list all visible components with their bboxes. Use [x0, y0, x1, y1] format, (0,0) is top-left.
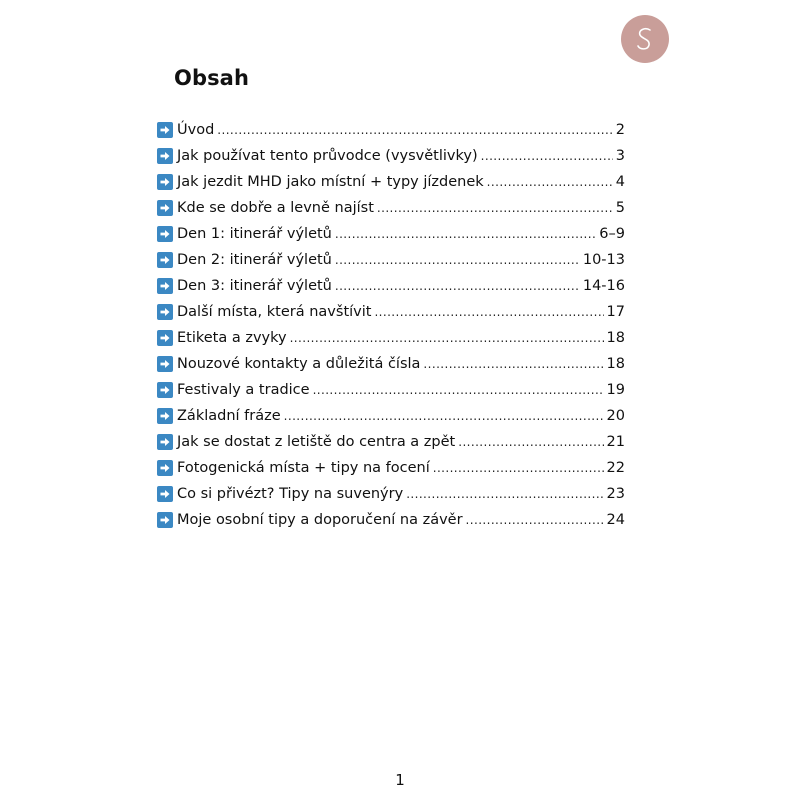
toc-entry-page: 24: [606, 512, 625, 528]
right-arrow-icon: [157, 408, 173, 424]
toc-entry[interactable]: [157, 247, 625, 273]
toc-entry[interactable]: [157, 143, 625, 169]
dot-leader: [217, 123, 612, 137]
toc-entry-page: 14-16: [582, 278, 625, 294]
dot-leader: [433, 461, 604, 475]
dot-leader: [335, 227, 596, 241]
table-of-contents: [157, 117, 625, 533]
dot-leader: [466, 513, 604, 527]
toc-entry-page: 23: [606, 486, 625, 502]
toc-entry-page: 19: [606, 382, 625, 398]
dot-leader: [313, 383, 604, 397]
toc-entry-label: Den 1: itinerář výletů: [177, 226, 332, 242]
dot-leader: [458, 435, 603, 449]
toc-entry[interactable]: [157, 455, 625, 481]
toc-entry-label: Základní fráze: [177, 408, 281, 424]
toc-entry-page: 10-13: [582, 252, 625, 268]
dot-leader: [377, 201, 613, 215]
right-arrow-icon: [157, 278, 173, 294]
toc-entry-page: 18: [606, 356, 625, 372]
toc-entry-label: Jak se dostat z letiště do centra a zpět: [177, 434, 456, 450]
toc-entry-label: Festivaly a tradice: [177, 382, 310, 398]
toc-entry-label: Moje osobní tipy a doporučení na závěr: [177, 512, 463, 528]
dot-leader: [481, 149, 613, 163]
toc-entry[interactable]: [157, 429, 625, 455]
right-arrow-icon: [157, 434, 173, 450]
right-arrow-icon: [157, 304, 173, 320]
page-title: Obsah: [174, 66, 250, 90]
script-s-logo: [621, 15, 669, 63]
right-arrow-icon: [157, 382, 173, 398]
toc-entry[interactable]: [157, 351, 625, 377]
dot-leader: [335, 279, 580, 293]
toc-entry-label: Kde se dobře a levně najíst: [177, 200, 374, 216]
toc-entry-label: Další místa, která navštívit: [177, 304, 372, 320]
right-arrow-icon: [157, 330, 173, 346]
toc-entry-page: 22: [606, 460, 625, 476]
toc-entry-label: Co si přivézt? Tipy na suvenýry: [177, 486, 404, 502]
toc-entry[interactable]: [157, 221, 625, 247]
toc-entry-label: Fotogenická místa + tipy na focení: [177, 460, 430, 476]
dot-leader: [284, 409, 604, 423]
toc-entry[interactable]: [157, 195, 625, 221]
right-arrow-icon: [157, 356, 173, 372]
toc-entry-label: Den 3: itinerář výletů: [177, 278, 332, 294]
toc-entry-page: 4: [615, 174, 625, 190]
right-arrow-icon: [157, 226, 173, 242]
right-arrow-icon: [157, 486, 173, 502]
page-number: 1: [395, 771, 405, 789]
toc-entry-page: 6–9: [599, 226, 625, 242]
toc-entry[interactable]: [157, 273, 625, 299]
right-arrow-icon: [157, 174, 173, 190]
dot-leader: [487, 175, 613, 189]
dot-leader: [423, 357, 603, 371]
dot-leader: [335, 253, 580, 267]
toc-entry[interactable]: [157, 325, 625, 351]
toc-entry-page: 3: [615, 148, 625, 164]
toc-entry[interactable]: [157, 481, 625, 507]
toc-entry[interactable]: [157, 403, 625, 429]
toc-entry-page: 2: [615, 122, 625, 138]
toc-entry-label: Etiketa a zvyky: [177, 330, 287, 346]
right-arrow-icon: [157, 200, 173, 216]
script-s-logo-glyph: [630, 24, 660, 54]
toc-entry[interactable]: [157, 507, 625, 533]
right-arrow-icon: [157, 252, 173, 268]
toc-entry-page: 5: [615, 200, 625, 216]
toc-entry[interactable]: [157, 169, 625, 195]
right-arrow-icon: [157, 512, 173, 528]
toc-entry[interactable]: [157, 117, 625, 143]
toc-entry[interactable]: [157, 299, 625, 325]
dot-leader: [374, 305, 603, 319]
dot-leader: [290, 331, 604, 345]
toc-entry-label: Jak používat tento průvodce (vysvětlivky): [177, 148, 478, 164]
dot-leader: [406, 487, 603, 501]
toc-entry-label: Nouzové kontakty a důležitá čísla: [177, 356, 421, 372]
toc-entry-page: 20: [606, 408, 625, 424]
toc-entry[interactable]: [157, 377, 625, 403]
toc-entry-label: Den 2: itinerář výletů: [177, 252, 332, 268]
toc-entry-label: Jak jezdit MHD jako místní + typy jízdenek: [177, 174, 484, 190]
toc-entry-page: 21: [606, 434, 625, 450]
toc-entry-page: 17: [606, 304, 625, 320]
right-arrow-icon: [157, 460, 173, 476]
toc-entry-label: Úvod: [177, 122, 215, 138]
right-arrow-icon: [157, 148, 173, 164]
toc-entry-page: 18: [606, 330, 625, 346]
right-arrow-icon: [157, 122, 173, 138]
